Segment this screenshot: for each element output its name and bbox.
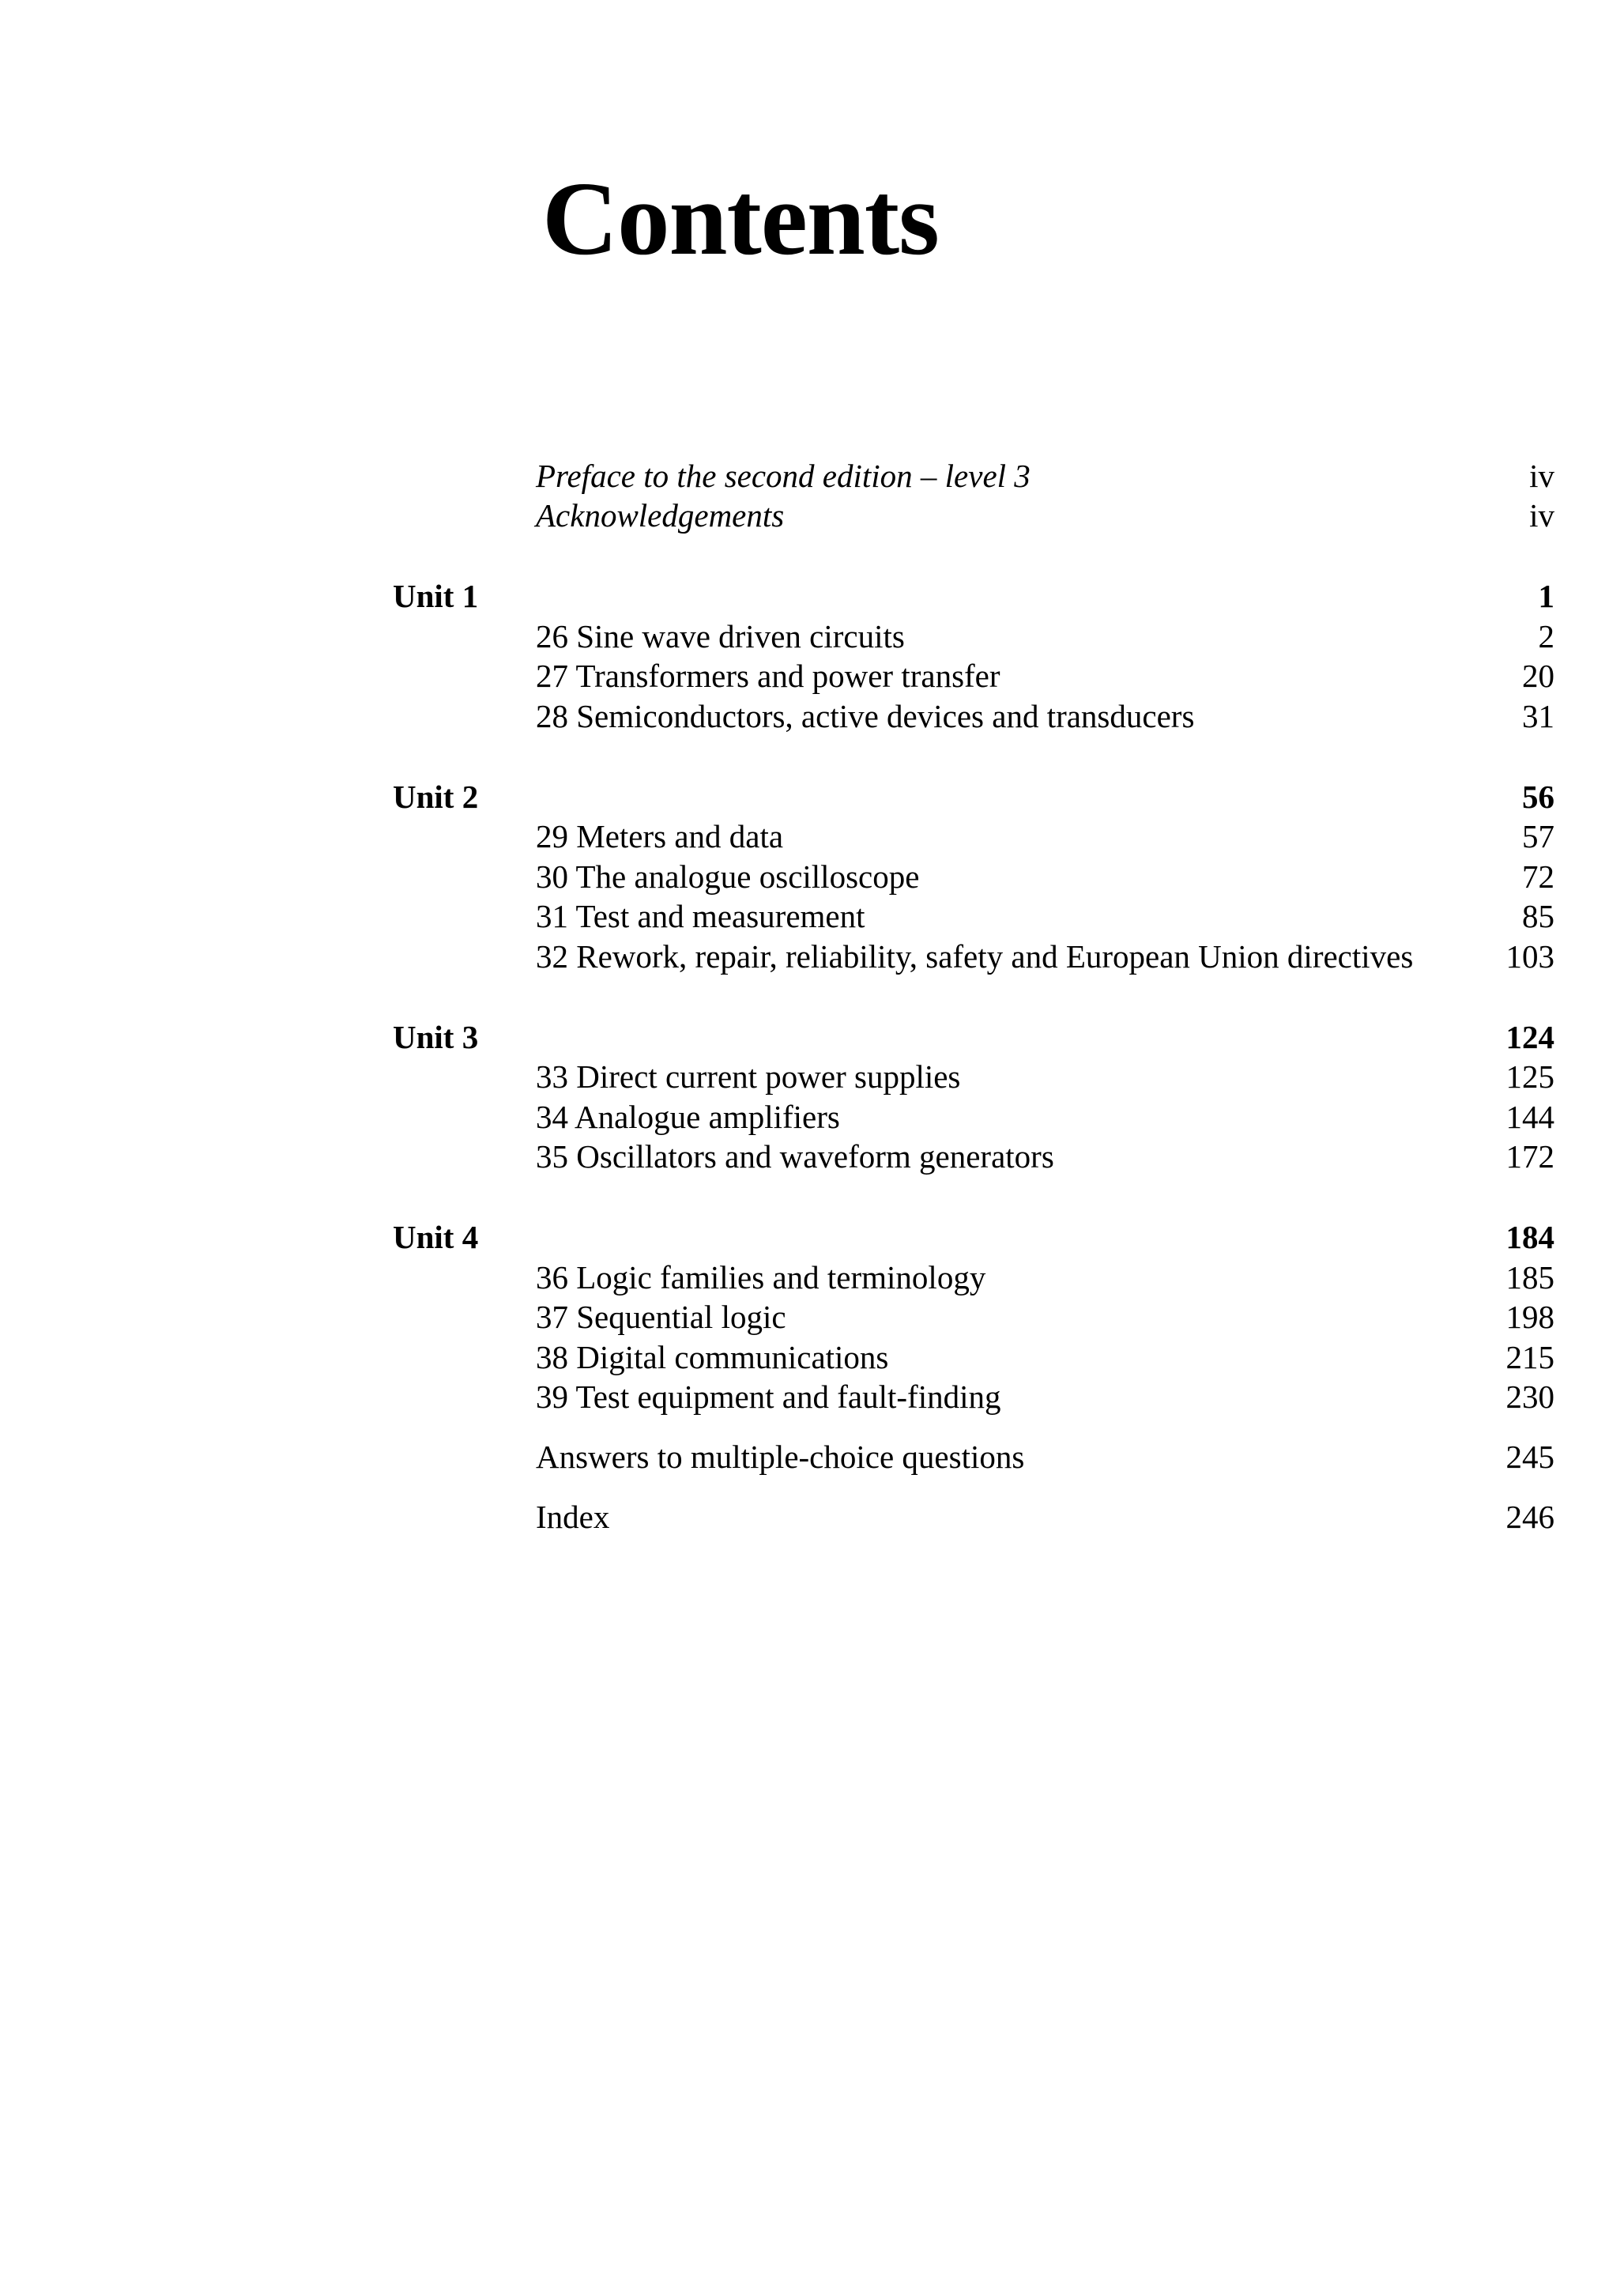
toc-entry-title: 34 Analogue amplifiers <box>536 1099 840 1135</box>
toc-entry-title: Acknowledgements <box>536 497 785 534</box>
toc-entry[interactable] <box>0 1057 1624 1096</box>
page-title: Contents <box>542 160 939 277</box>
toc-entry-title: 27 Transformers and power transfer <box>536 658 1000 694</box>
toc-entry-title: 39 Test equipment and fault-finding <box>536 1378 1001 1415</box>
toc-entry-title: 33 Direct current power supplies <box>536 1058 961 1095</box>
toc-entry-title: Index <box>536 1499 610 1535</box>
toc-unit-3[interactable] <box>0 1017 1624 1057</box>
toc-entry-page: 215 <box>1505 1339 1554 1375</box>
toc-entry-page: 246 <box>1505 1499 1554 1535</box>
toc-unit-4[interactable] <box>0 1217 1624 1257</box>
toc-entry-page: 230 <box>1505 1378 1554 1415</box>
toc-entry-page: iv <box>1529 497 1554 534</box>
toc-entry-page: 2 <box>1538 618 1554 654</box>
toc-entry[interactable] <box>0 1297 1624 1337</box>
toc-entry-page: 57 <box>1522 818 1554 854</box>
toc-entry-title: 29 Meters and data <box>536 818 784 854</box>
toc-entry[interactable] <box>0 1377 1624 1416</box>
toc-entry[interactable] <box>0 937 1624 976</box>
toc-entry-title: 38 Digital communications <box>536 1339 889 1375</box>
toc-entry-title: 35 Oscillators and waveform generators <box>536 1138 1054 1175</box>
toc-entry-page: 103 <box>1505 938 1554 975</box>
toc-entry-page: 72 <box>1522 858 1554 895</box>
toc-entry-title: Answers to multiple-choice questions <box>536 1439 1025 1475</box>
toc-entry-title: Preface to the second edition – level 3 <box>536 458 1031 494</box>
toc-entry-acknowledgements[interactable] <box>0 496 1624 535</box>
toc-entry-answers[interactable] <box>0 1437 1624 1477</box>
toc-entry-page: 20 <box>1522 658 1554 694</box>
toc-entry-title: 26 Sine wave driven circuits <box>536 618 905 654</box>
toc-entry-page: 172 <box>1505 1138 1554 1175</box>
toc-entry[interactable] <box>0 1337 1624 1377</box>
toc-unit-2[interactable] <box>0 777 1624 817</box>
toc-entry-title: 30 The analogue oscilloscope <box>536 858 920 895</box>
toc-entry[interactable] <box>0 617 1624 656</box>
toc-entry[interactable] <box>0 1097 1624 1137</box>
toc-entry-page: 185 <box>1505 1259 1554 1296</box>
toc-entry-preface[interactable] <box>0 456 1624 496</box>
unit-page: 1 <box>1538 578 1554 614</box>
toc-entry-page: 144 <box>1505 1099 1554 1135</box>
unit-label: Unit 3 <box>393 1019 479 1055</box>
toc-entry-page: 85 <box>1522 898 1554 934</box>
toc-entry[interactable] <box>0 817 1624 856</box>
toc-entry-title: 32 Rework, repair, reliability, safety and European Union directives <box>536 938 1414 975</box>
toc-entry-title: 31 Test and measurement <box>536 898 865 934</box>
toc-entry[interactable] <box>0 1137 1624 1176</box>
toc-entry-title: 36 Logic families and terminology <box>536 1259 986 1296</box>
toc-entry-page: 245 <box>1505 1439 1554 1475</box>
toc-entry-page: 31 <box>1522 698 1554 734</box>
toc-entry-title: 28 Semiconductors, active devices and transducers <box>536 698 1195 734</box>
toc-entry[interactable] <box>0 857 1624 896</box>
toc-unit-1[interactable] <box>0 576 1624 616</box>
unit-page: 56 <box>1522 779 1554 815</box>
unit-label: Unit 4 <box>393 1219 479 1255</box>
toc-entry-title: 37 Sequential logic <box>536 1299 786 1335</box>
toc-entry[interactable] <box>0 696 1624 736</box>
toc-entry[interactable] <box>0 1258 1624 1297</box>
toc-entry[interactable] <box>0 896 1624 936</box>
toc-entry-index[interactable] <box>0 1497 1624 1537</box>
toc-entry-page: iv <box>1529 458 1554 494</box>
unit-page: 184 <box>1505 1219 1554 1255</box>
toc-entry-page: 125 <box>1505 1058 1554 1095</box>
toc-entry[interactable] <box>0 656 1624 696</box>
toc-entry-page: 198 <box>1505 1299 1554 1335</box>
unit-label: Unit 1 <box>393 578 479 614</box>
unit-page: 124 <box>1505 1019 1554 1055</box>
unit-label: Unit 2 <box>393 779 479 815</box>
